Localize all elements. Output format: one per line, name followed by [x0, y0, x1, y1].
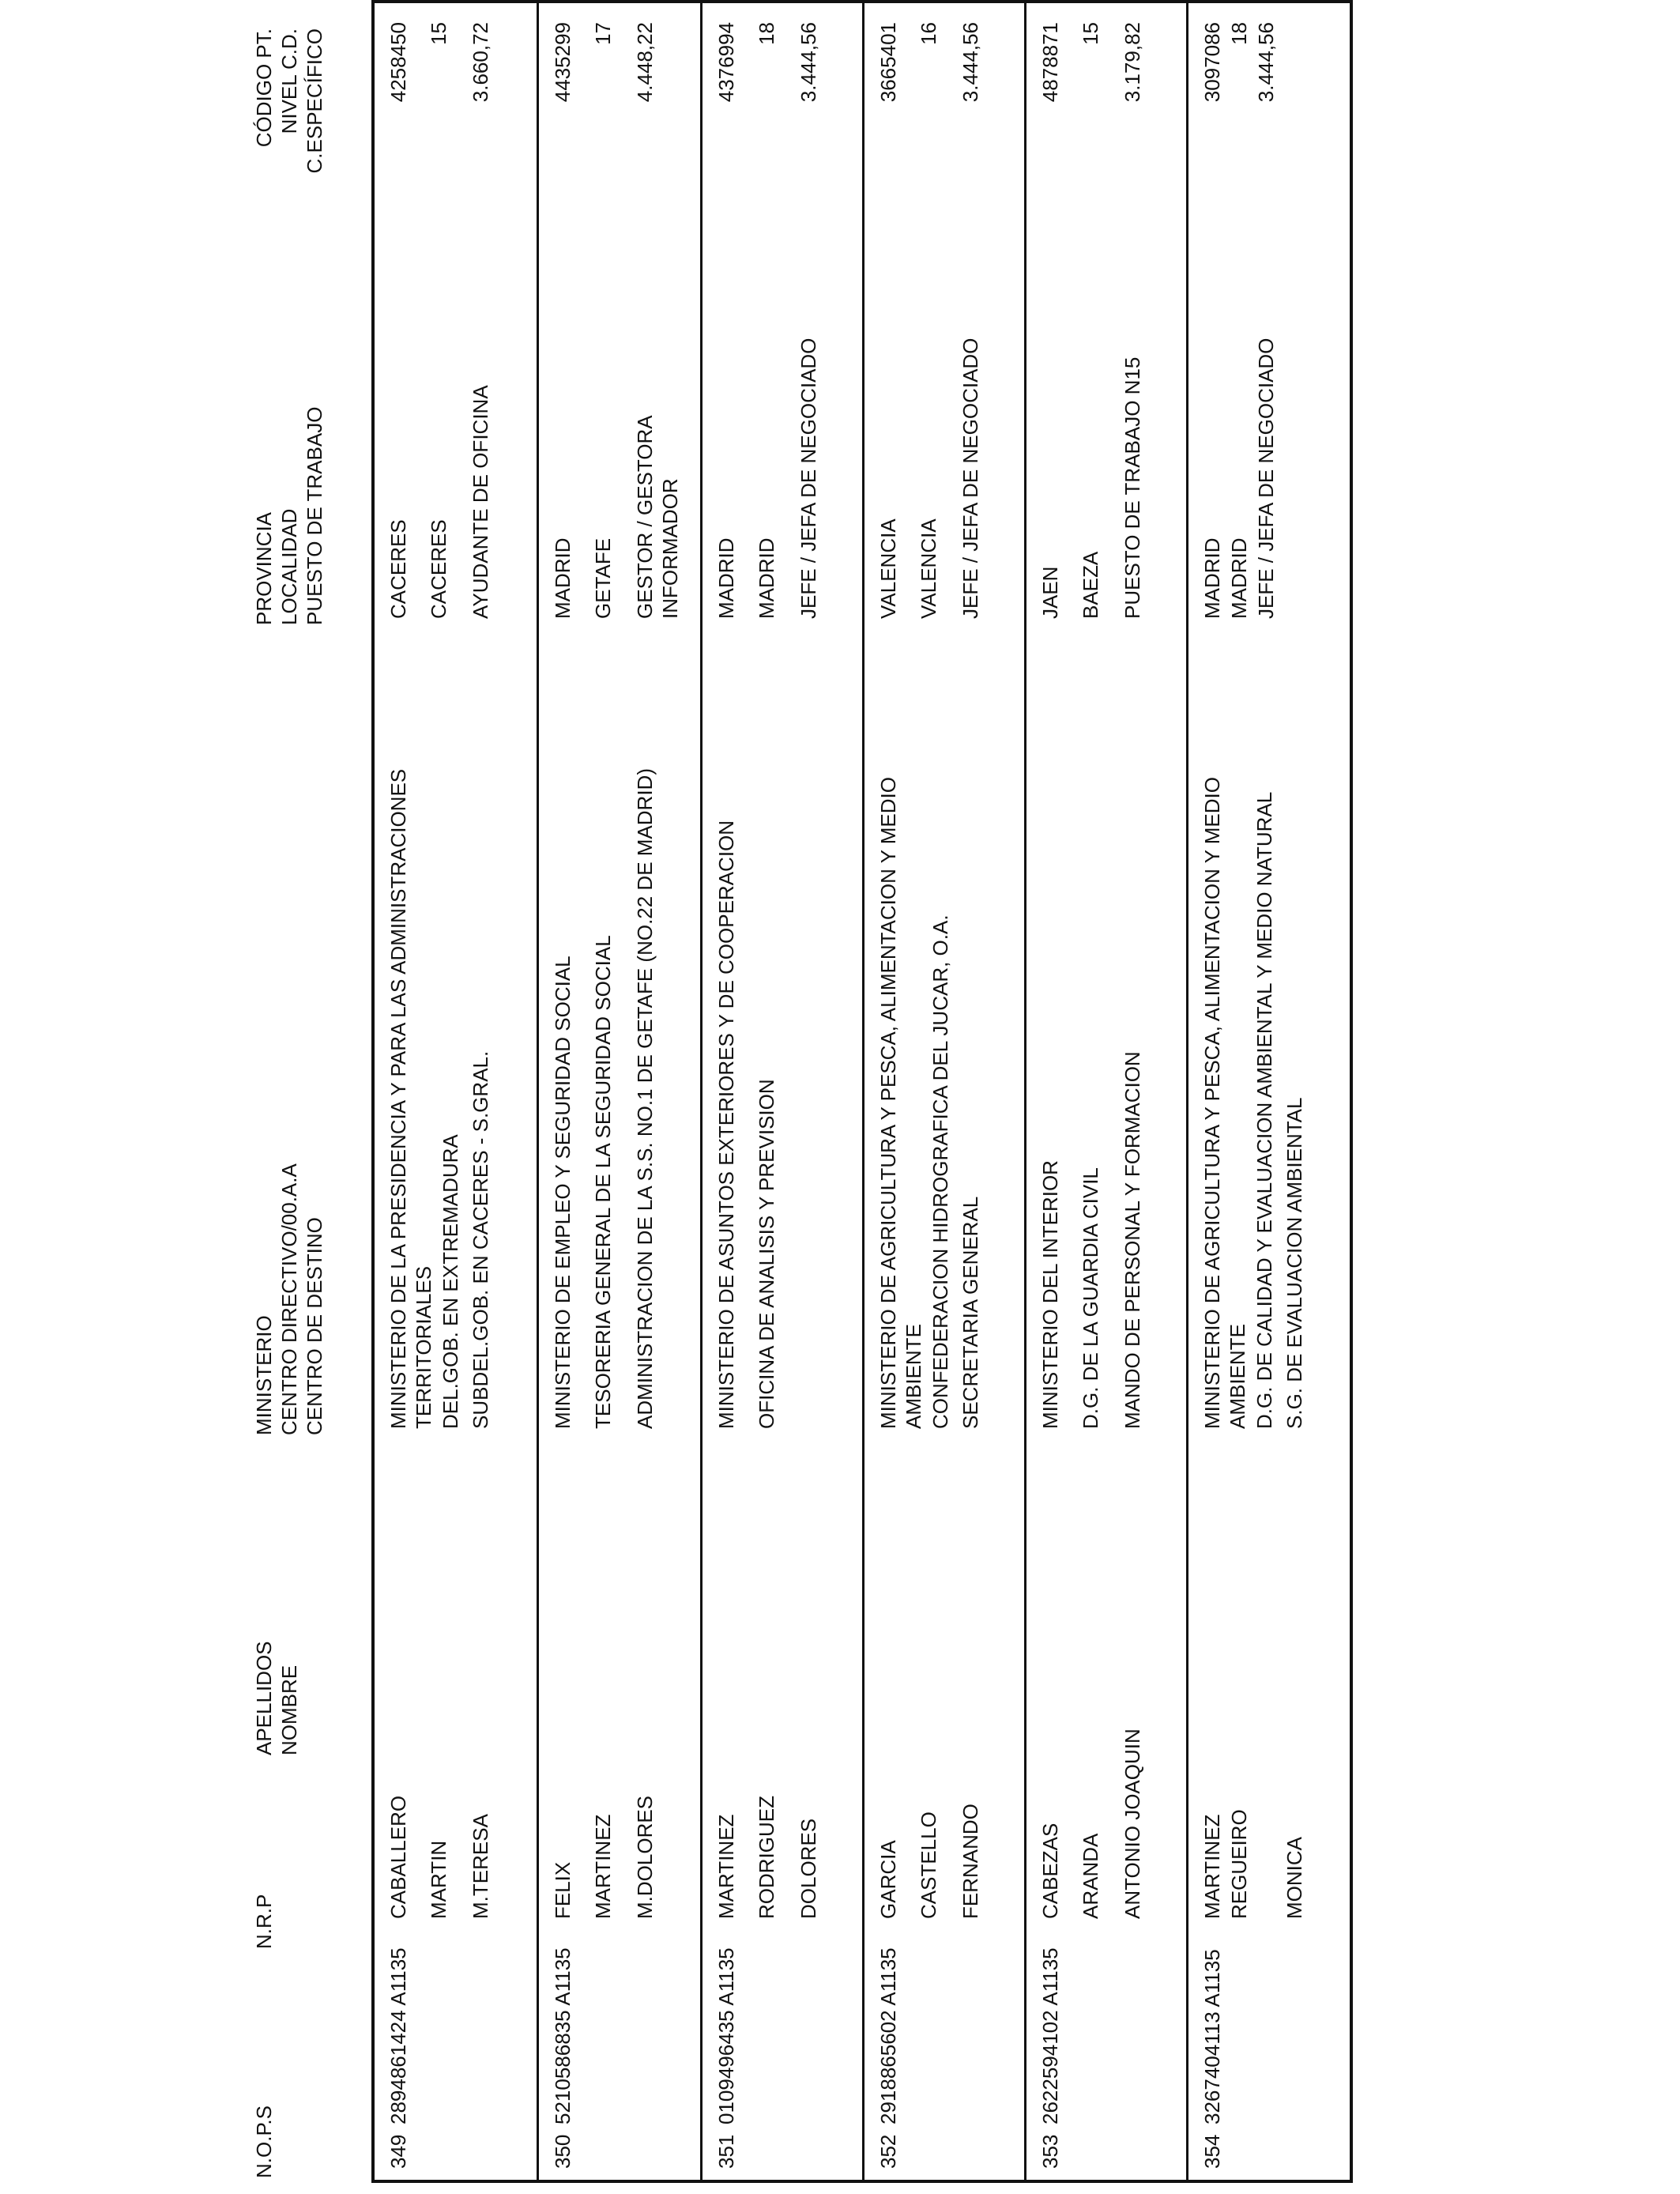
puesto-cell	[468, 385, 493, 619]
nrp-cell: 3267404113 A1135	[1200, 1949, 1224, 2124]
ministerio-line2: TERRITORIALES	[412, 1265, 435, 1429]
ministerio-line2: AMBIENTE	[902, 1324, 925, 1429]
centro-directivo-cell: OFICINA DE ANALISIS Y PREVISION	[755, 1079, 778, 1429]
ministerio-line1: MINISTERIO DEL INTERIOR	[1038, 1160, 1062, 1429]
header-provincia-label: PROVINCIA	[252, 511, 276, 625]
nivel-cell: 18	[755, 22, 778, 45]
codigo-cell: 4435299	[551, 22, 574, 103]
apellido1-cell: CABALLERO	[386, 1795, 410, 1919]
localidad-cell: VALENCIA	[917, 518, 940, 619]
localidad-cell: BAEZA	[1079, 551, 1102, 619]
ministerio-cell	[550, 956, 575, 1429]
header-codigo-label: CÓDIGO PT.	[252, 28, 276, 148]
codigo-cell: 4376994	[714, 22, 738, 103]
nombre-cell: M.TERESA	[469, 1814, 492, 1919]
apellido2-cell: REGUEIRO	[1227, 1809, 1251, 1919]
puesto-cell	[632, 415, 683, 619]
centro-destino-cell: SUBDEL.GOB. EN CACERES - S.GRAL.	[469, 1050, 492, 1429]
ministerio-cell	[876, 777, 926, 1429]
provincia-cell: MADRID	[1200, 537, 1224, 619]
apellido1-cell: GARCIA	[876, 1840, 900, 1919]
codigo-cell: 4258450	[386, 22, 410, 103]
puesto-line1: JEFE / JEFA DE NEGOCIADO	[797, 337, 820, 619]
header-centro-directivo-label: CENTRO DIRECTIVO/00.A.A	[277, 1163, 301, 1435]
puesto-line1: PUESTO DE TRABAJO N15	[1121, 356, 1144, 619]
especifico-cell: 4.448,22	[633, 22, 657, 103]
ministerio-line1: MINISTERIO DE ASUNTOS EXTERIORES Y DE COOPERACION	[714, 820, 738, 1429]
nombre-cell: MONICA	[1283, 1837, 1306, 1919]
ministerio-cell	[714, 820, 739, 1429]
provincia-cell: JAEN	[1038, 566, 1062, 619]
table-row	[537, 3, 700, 2180]
ministerio-line1: MINISTERIO DE AGRICULTURA Y PESCA, ALIMENTACION Y MEDIO	[1200, 777, 1224, 1429]
puesto-line1: JEFE / JEFA DE NEGOCIADO	[1254, 337, 1278, 619]
apellido2-cell: CASTELLO	[917, 1811, 940, 1919]
nivel-cell: 15	[1079, 22, 1102, 45]
centro-directivo-cell: DEL.GOB. EN EXTREMADURA	[439, 1134, 462, 1429]
apellido1-cell: FELIX	[551, 1861, 574, 1919]
provincia-cell: MADRID	[714, 537, 738, 619]
puesto-cell	[796, 338, 821, 619]
nrp-cell: 2894861424 A1135	[386, 1947, 410, 2124]
nops-cell: 349	[386, 2134, 410, 2169]
ministerio-line1: MINISTERIO DE LA PRESIDENCIA Y PARA LAS ADMINISTRACIONES	[386, 768, 410, 1429]
provincia-cell: CACERES	[386, 519, 410, 619]
localidad-cell: GETAFE	[591, 537, 615, 619]
nrp-cell: 2622594102 A1135	[1038, 1947, 1062, 2124]
table-row	[700, 3, 862, 2180]
nivel-cell: 16	[917, 22, 940, 45]
nivel-cell: 17	[591, 22, 615, 45]
header-centro-destino-label: CENTRO DE DESTINO	[303, 1217, 326, 1435]
apellido2-cell: MARTIN	[427, 1840, 450, 1919]
ministerio-line1: MINISTERIO DE AGRICULTURA Y PESCA, ALIMENTACION Y MEDIO	[876, 777, 900, 1429]
nombre-cell: FERNANDO	[959, 1804, 982, 1919]
ministerio-line1: MINISTERIO DE EMPLEO Y SEGURIDAD SOCIAL	[551, 956, 574, 1429]
apellido2-cell: ARANDA	[1079, 1833, 1102, 1919]
especifico-cell: 3.444,56	[1254, 22, 1278, 103]
especifico-cell: 3.660,72	[469, 22, 492, 103]
codigo-cell: 3665401	[876, 22, 900, 103]
nops-cell: 351	[714, 2134, 738, 2169]
centro-directivo-cell: D.G. DE LA GUARDIA CIVIL	[1079, 1167, 1102, 1429]
provincia-cell: VALENCIA	[876, 518, 900, 619]
header-ministerio-label: MINISTERIO	[252, 1315, 276, 1435]
centro-directivo-cell: TESORERIA GENERAL DE LA SEGURIDAD SOCIAL	[591, 935, 615, 1429]
apellido1-cell: MARTINEZ	[1200, 1814, 1224, 1919]
apellido2-cell: RODRIGUEZ	[755, 1796, 778, 1919]
nrp-cell: 2918865602 A1135	[876, 1947, 900, 2124]
especifico-cell: 3.179,82	[1121, 22, 1144, 103]
header-provincia	[251, 407, 327, 625]
especifico-cell: 3.444,56	[959, 22, 982, 103]
centro-destino-cell: SECRETARIA GENERAL	[959, 1196, 982, 1429]
header-nombre-label: NOMBRE	[277, 1664, 301, 1755]
header-nrp	[251, 1894, 277, 1949]
localidad-cell: MADRID	[1227, 537, 1251, 619]
header-ministerio	[251, 1163, 327, 1435]
header-nops	[251, 2105, 277, 2178]
header-apellidos	[251, 1641, 302, 1755]
nombre-cell: ANTONIO JOAQUIN	[1121, 1728, 1144, 1919]
localidad-cell: MADRID	[755, 537, 778, 619]
codigo-cell: 3097086	[1200, 22, 1224, 103]
ministerio-cell	[1038, 1160, 1063, 1429]
ministerio-cell	[1200, 777, 1250, 1429]
header-apellidos-label: APELLIDOS	[252, 1641, 276, 1755]
centro-directivo-cell: CONFEDERACION HIDROGRAFICA DEL JUCAR, O.A.	[929, 914, 952, 1429]
nombre-cell: M.DOLORES	[633, 1795, 657, 1919]
table-row	[1024, 3, 1186, 2180]
puesto-cell	[958, 338, 983, 619]
nivel-cell: 18	[1227, 22, 1251, 45]
ministerio-line2: AMBIENTE	[1226, 1324, 1249, 1429]
header-nrp-label: N.R.P	[252, 1894, 276, 1949]
table-row	[1186, 3, 1350, 2180]
puesto-line1: GESTOR / GESTORA	[633, 415, 657, 619]
puesto-line1: JEFE / JEFA DE NEGOCIADO	[959, 337, 982, 619]
nrp-cell: 0109496435 A1135	[714, 1947, 738, 2124]
header-nivel-label: NIVEL C.D.	[277, 28, 301, 134]
apellido1-cell: CABEZAS	[1038, 1823, 1062, 1919]
nombre-cell: DOLORES	[797, 1818, 820, 1919]
nops-cell: 352	[876, 2134, 900, 2169]
header-localidad-label: LOCALIDAD	[277, 508, 301, 625]
header-puesto-label: PUESTO DE TRABAJO	[303, 406, 326, 625]
nops-cell: 350	[551, 2134, 574, 2169]
header-nops-label: N.O.P.S	[252, 2105, 276, 2178]
puesto-line1: AYUDANTE DE OFICINA	[469, 385, 492, 619]
puesto-cell	[1120, 357, 1145, 619]
nops-cell: 353	[1038, 2134, 1062, 2169]
nops-cell: 354	[1200, 2134, 1224, 2169]
apellido2-cell: MARTINEZ	[591, 1814, 615, 1919]
centro-directivo-cell: D.G. DE CALIDAD Y EVALUACION AMBIENTAL Y MEDIO NATURAL	[1252, 791, 1276, 1429]
results-table	[371, 0, 1353, 2183]
provincia-cell: MADRID	[551, 537, 574, 619]
especifico-cell: 3.444,56	[797, 22, 820, 103]
nrp-cell: 5210586835 A1135	[551, 1947, 574, 2124]
puesto-line2: INFORMADOR	[658, 478, 682, 619]
header-codigo	[251, 28, 327, 187]
ministerio-cell	[386, 769, 436, 1429]
nivel-cell: 15	[427, 22, 450, 45]
table-row	[375, 3, 537, 2180]
header-especifico-label: C.ESPECÍFICO	[303, 28, 326, 174]
codigo-cell: 4878871	[1038, 22, 1062, 103]
centro-destino-cell: S.G. DE EVALUACION AMBIENTAL	[1283, 1097, 1306, 1429]
localidad-cell: CACERES	[427, 519, 450, 619]
puesto-cell	[1253, 338, 1279, 619]
apellido1-cell: MARTINEZ	[714, 1814, 738, 1919]
centro-destino-cell: MANDO DE PERSONAL Y FORMACION	[1121, 1051, 1144, 1429]
table-row	[862, 3, 1024, 2180]
centro-destino-cell: ADMINISTRACION DE LA S.S. NO.1 DE GETAFE (NO.22 DE MADRID)	[633, 768, 657, 1429]
